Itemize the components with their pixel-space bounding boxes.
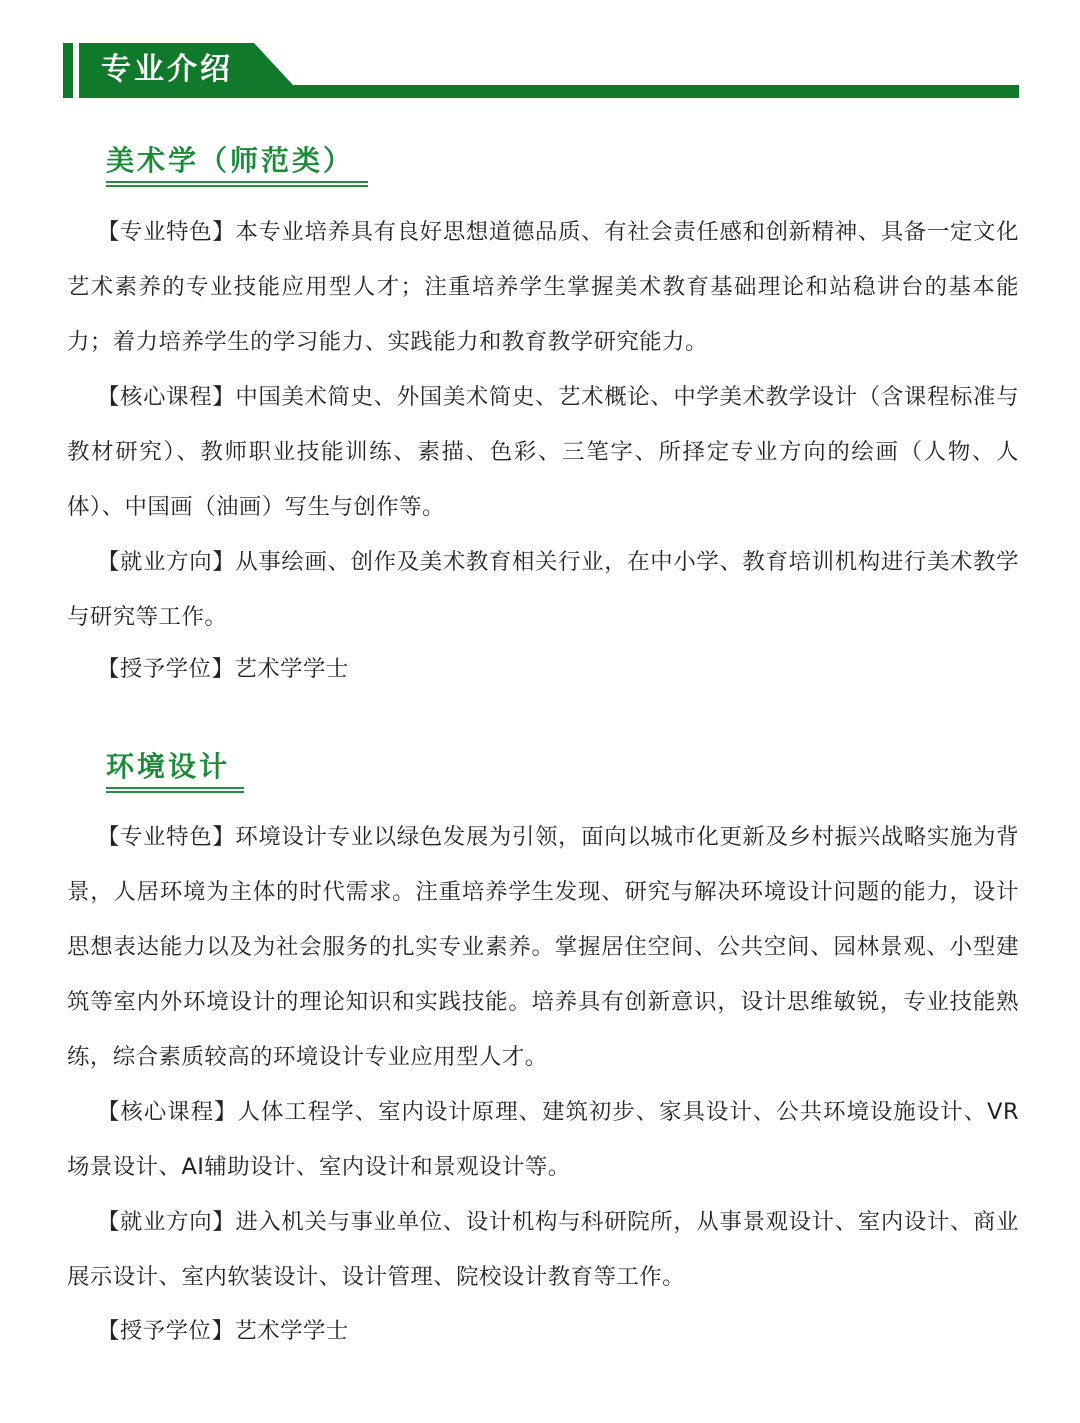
paragraph-text: 中国美术简史、外国美术简史、艺术概论、中学美术教学设计（含课程标准与教材研究）、教师职业技能训练、素描、色彩、三笔字、所择定专业方向的绘画（人物、人体）、中国画（油画）写生与创作等。 <box>67 384 1020 520</box>
major-title: 美术学（师范类） <box>106 144 355 177</box>
banner-title: 专业介绍 <box>101 52 233 87</box>
paragraph-label: 【授予学位】 <box>97 656 235 682</box>
major-title: 环境设计 <box>106 750 231 783</box>
banner-accent-stripe <box>63 43 73 98</box>
paragraph-label: 【授予学位】 <box>97 1318 235 1344</box>
major-heading-fine-arts <box>106 144 368 187</box>
paragraph-label: 【核心课程】 <box>97 1099 238 1125</box>
paragraph-label: 【专业特色】 <box>97 824 236 850</box>
paragraph-text: 环境设计专业以绿色发展为引领，面向以城市化更新及乡村振兴战略实施为背景，人居环境为主体的时代需求。注重培养学生发现、研究与解决环境设计问题的能力，设计思想表达能力以及为社会服务的扎实专业素养。掌握居住空间、公共空间、园林景观、小型建筑等室内外环境设计的理论知识和实践技能。培养具有创新意识，设计思维敏锐，专业技能熟练，综合素质较高的环境设计专业应用型人才。 <box>67 824 1020 1070</box>
paragraph-text: 人体工程学、室内设计原理、建筑初步、家具设计、公共环境设施设计、VR场景设计、AI辅助设计、室内设计和景观设计等。 <box>67 1099 1019 1180</box>
paragraph-degree <box>67 1304 1019 1359</box>
paragraph-label: 【就业方向】 <box>97 549 236 575</box>
paragraph-features <box>67 810 1019 1085</box>
major-heading-environmental-design <box>106 750 244 793</box>
section-banner <box>63 43 1019 98</box>
paragraph-label: 【专业特色】 <box>97 219 236 245</box>
paragraph-features <box>67 205 1019 370</box>
paragraph-degree <box>67 642 1019 697</box>
paragraph-career <box>67 535 1019 645</box>
paragraph-text: 从事绘画、创作及美术教育相关行业，在中小学、教育培训机构进行美术教学与研究等工作。 <box>67 549 1020 630</box>
paragraph-label: 【核心课程】 <box>97 384 236 410</box>
paragraph-core-courses <box>67 370 1019 535</box>
paragraph-career <box>67 1195 1019 1305</box>
paragraph-text: 艺术学学士 <box>234 1318 349 1344</box>
paragraph-label: 【就业方向】 <box>97 1209 236 1235</box>
paragraph-text: 进入机关与事业单位、设计机构与科研院所，从事景观设计、室内设计、商业展示设计、室内软装设计、设计管理、院校设计教育等工作。 <box>67 1209 1020 1290</box>
heading-double-underline <box>106 787 244 793</box>
heading-double-underline <box>106 181 368 187</box>
paragraph-text: 艺术学学士 <box>234 656 349 682</box>
paragraph-core-courses <box>67 1085 1019 1195</box>
paragraph-text: 本专业培养具有良好思想道德品质、有社会责任感和创新精神、具备一定文化艺术素养的专业技能应用型人才；注重培养学生掌握美术教育基础理论和站稳讲台的基本能力；着力培养学生的学习能力、实践能力和教育教学研究能力。 <box>67 219 1020 355</box>
